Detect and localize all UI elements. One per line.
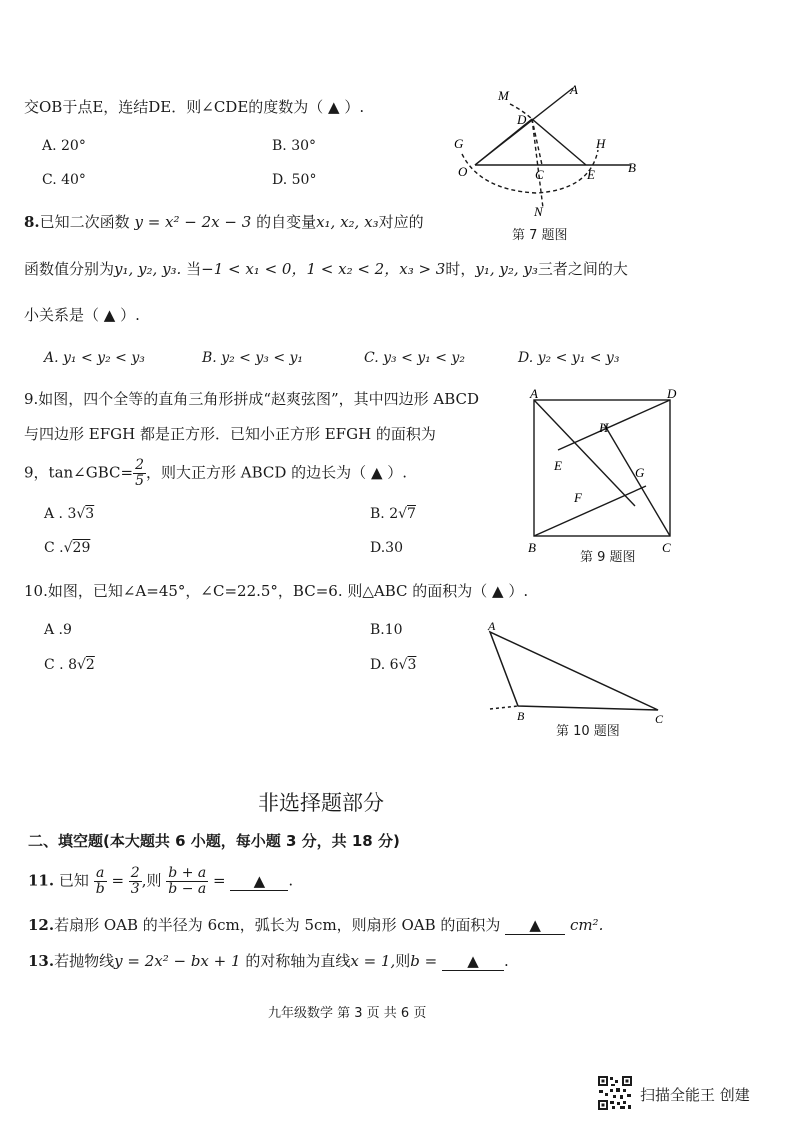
line-b <box>534 486 646 536</box>
q8-line-2: 函数值分别为y₁, y₂, y₃. 当−1 < x₁ < 0，1 < x₂ < 2，x₃ > 3时，y₁, y₂, y₃三者之间的大 <box>24 260 628 278</box>
q9-line-1: 9.如图，四个全等的直角三角形拼成“赵爽弦图”，其中四边形 ABCD <box>24 390 480 408</box>
q10-figure <box>482 616 672 726</box>
q10-option-d: D. 6√3 <box>370 657 417 673</box>
q13-number: 13. <box>28 952 55 970</box>
triangle-abc <box>490 632 658 710</box>
q10-option-a: A .9 <box>44 622 72 638</box>
q11-question: 11. 已知 $\frac{a}{b}$ = $\frac{2}{3}$ ,则 $\frac{b + a}{b - a}$ = ▲ . <box>28 865 294 897</box>
label-h: H <box>599 420 609 435</box>
q11-answer-blank[interactable]: ▲ <box>230 872 288 891</box>
q7-figure-caption: 第 7 题图 <box>512 228 568 243</box>
q7-option-b: B. 30° <box>272 138 317 154</box>
q9-option-b: B. 2√7 <box>370 506 416 522</box>
line-d <box>558 400 670 450</box>
label-e: E <box>587 167 595 182</box>
q12-question: 12.若扇形 OAB 的半径为 6cm，弧长为 5cm，则扇形 OAB 的面积为 ▲ cm². <box>28 916 604 934</box>
label-o: O <box>458 164 468 179</box>
segment-de <box>532 119 586 165</box>
label-c: C <box>655 712 664 726</box>
q9-option-a: A . 3√3 <box>44 506 95 522</box>
q12-answer-blank[interactable]: ▲ <box>505 916 565 935</box>
q7-option-d: D. 50° <box>272 172 317 188</box>
q10-question: 10.如图，已知∠A=45°，∠C=22.5°，BC=6. 则△ABC 的面积为（ ▲ ）. <box>24 582 529 600</box>
q8-option-a: A. y₁ < y₂ < y₃ <box>44 350 145 366</box>
section2-header: 二、填空题(本大题共 6 小题，每小题 3 分，共 18 分) <box>28 832 400 850</box>
arc-gh <box>462 150 598 193</box>
label-b: B <box>528 540 536 555</box>
label-a: A <box>570 82 578 97</box>
label-d: D <box>517 112 527 127</box>
q8-function-formula: y = x² − 2x − 3 <box>134 213 252 231</box>
q11-fraction-23: $\frac{2}{3}$ <box>130 865 140 897</box>
label-n: N <box>534 204 543 219</box>
label-m: M <box>498 88 509 103</box>
label-a: A <box>488 619 496 633</box>
label-g: G <box>635 465 645 480</box>
q9-option-c: C .√29 <box>44 540 91 556</box>
label-b: B <box>628 160 636 175</box>
extension-cb <box>490 706 518 709</box>
q8-condition: −1 < x₁ < 0，1 < x₂ < 2，x₃ > 3 <box>201 260 446 278</box>
q8-number: 8. <box>24 213 40 231</box>
q11-number: 11. <box>28 871 55 890</box>
line-a <box>534 400 635 506</box>
q11-fraction-ab: $\frac{a}{b}$ <box>95 865 105 897</box>
label-c: C <box>662 540 671 555</box>
q9-line-2: 与四边形 EFGH 都是正方形．已知小正方形 EFGH 的面积为 <box>24 425 436 443</box>
qr-code-icon <box>598 1076 632 1110</box>
q10-figure-caption: 第 10 题图 <box>556 724 620 739</box>
q7-figure <box>440 78 650 220</box>
label-a: A <box>530 386 538 401</box>
q9-figure-caption: 第 9 题图 <box>580 550 636 565</box>
label-g: G <box>454 136 464 151</box>
q8-line-3: 小关系是（ ▲ ）. <box>24 306 140 324</box>
q13-formula: y = 2x² − bx + 1 <box>114 952 241 970</box>
scanner-watermark: 扫描全能王 创建 <box>640 1086 750 1104</box>
q8-line-1: 8.已知二次函数 y = x² − 2x − 3 的自变量x₁, x₂, x₃对应的 <box>24 213 424 231</box>
label-b: B <box>517 709 525 723</box>
q10-option-c: C . 8√2 <box>44 657 95 673</box>
q9-fraction: $\frac{2}{5}$ <box>135 457 144 489</box>
q8-option-d: D. y₂ < y₁ < y₃ <box>518 350 620 366</box>
q8-option-c: C. y₃ < y₁ < y₂ <box>364 350 465 366</box>
label-d: D <box>667 386 677 401</box>
q7-question-tail: 交OB于点E，连结DE．则∠CDE的度数为（ ▲ ）. <box>24 98 365 116</box>
q10-option-b: B.10 <box>370 622 403 638</box>
q7-option-c: C. 40° <box>42 172 86 188</box>
section-title: 非选择题部分 <box>258 791 384 815</box>
page-footer: 九年级数学 第 3 页 共 6 页 <box>268 1006 427 1021</box>
q9-figure <box>524 384 684 556</box>
q13-question: 13.若抛物线y = 2x² − bx + 1 的对称轴为直线x = 1,则b = ▲ . <box>28 952 509 970</box>
q8-option-b: B. y₂ < y₃ < y₁ <box>202 350 304 366</box>
q9-option-d: D.30 <box>370 540 403 556</box>
label-f: F <box>574 490 582 505</box>
q9-line-3: 9，tan∠GBC= $\frac{2}{5}$ ，则大正方形 ABCD 的边长为（ ▲ ）. <box>24 457 408 489</box>
q13-answer-blank[interactable]: ▲ <box>442 952 504 971</box>
q7-option-a: A. 20° <box>42 138 86 154</box>
q12-number: 12. <box>28 916 55 934</box>
label-c: C <box>535 167 544 182</box>
label-h: H <box>596 136 606 151</box>
q12-unit: cm². <box>569 916 604 934</box>
q11-fraction-expr: $\frac{b + a}{b - a}$ <box>168 865 207 897</box>
line-c <box>604 424 670 536</box>
label-e: E <box>554 458 562 473</box>
